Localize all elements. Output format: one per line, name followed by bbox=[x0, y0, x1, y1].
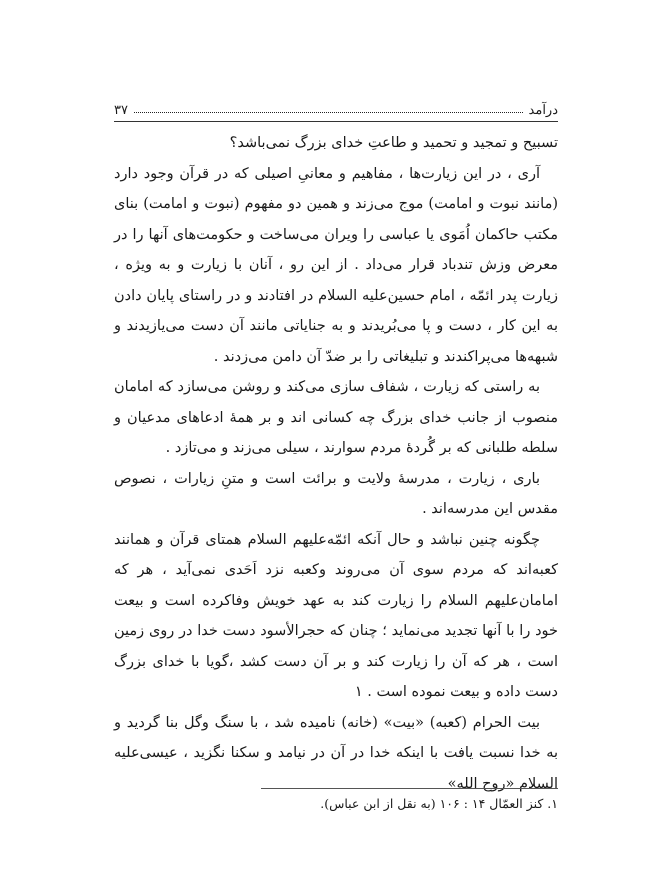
paragraph: چگونه چنین نباشد و حال آنکه ائمّه‌علیهم السلام همتای قرآن و همانند کعبه‌اند که مردم سوی آن می‌روند وکعبه نزد اَحَدی نمی‌آید ، هر که امامان‌علیهم السلام را زیارت کند به عهد خویش وفاکرده است و بیعت خود را با آنها تجدید می‌نماید ؛ چنان که حجرالأسود دست خدا در روی زمین است ، هر که آن را زیارت کند و بر آن دست کشد ،گویا با خدای بزرگ دست داده و بیعت نموده است . ۱ bbox=[114, 531, 558, 700]
paragraph: آری ، در این زیارت‌ها ، مفاهیم و معانیِ اصیلی که در قرآن وجود دارد (مانند نبوت و امامت) موج می‌زند و همین دو مفهوم (نبوت و امامت) بنای مکتب حاکمان اُمَوی یا عباسی را ویران می‌ساخت و حکومت‌های آنها را در معرض وزش تندباد قرار می‌داد . از این رو ، آنان با زیارت و به ویژه ، زیارت پدر ائمّه ، امام حسین‌علیه السلام در افتادند و در راستای پایان دادن به این کار ، دست و پا می‌بُریدند و به جنایاتی مانند آن دست می‌یازیدند و شبهه‌ها می‌پراکندند و تبلیغاتی را بر ضدّ آن دامن می‌زدند . bbox=[114, 165, 558, 365]
footnote: ۱. کنز العمّال ۱۴ : ۱۰۶ (به نقل از ابن عباس). bbox=[320, 796, 558, 811]
header-rule bbox=[114, 121, 558, 122]
body-text bbox=[114, 128, 558, 799]
paragraph: باری ، زیارت ، مدرسهٔ ولایت و برائت است و متنِ زیارات ، نصوص مقدس این مدرسه‌اند . bbox=[114, 470, 558, 517]
footnote-rule bbox=[261, 788, 558, 789]
paragraph: بیت الحرام (کعبه) «بیت» (خانه) نامیده شد ، با سنگ وگل بنا گردید و به خدا نسبت یافت با اینکه خدا در آن در نیامد و سکنا نگزید ، عیسی‌علیه السلام «روح الله» bbox=[114, 714, 558, 792]
header-leader-dots bbox=[134, 112, 523, 113]
paragraph: به راستی که زیارت ، شفاف سازی می‌کند و روشن می‌سازد که امامان منصوب از جانب خدای بزرگ چه کسانی اند و بر همهٔ ادعاهای مدعیان و سلطه طلبانی که بر گُردهٔ مردم سوارند ، سیلی می‌زند و می‌تازد . bbox=[114, 379, 558, 456]
paragraph: تسبیح و تمجید و تحمید و طاعتِ خدای بزرگ نمی‌باشد؟ bbox=[229, 135, 558, 151]
running-header bbox=[114, 96, 558, 118]
page-number: ۳۷ bbox=[114, 103, 128, 118]
chapter-title: درآمد bbox=[528, 103, 558, 118]
